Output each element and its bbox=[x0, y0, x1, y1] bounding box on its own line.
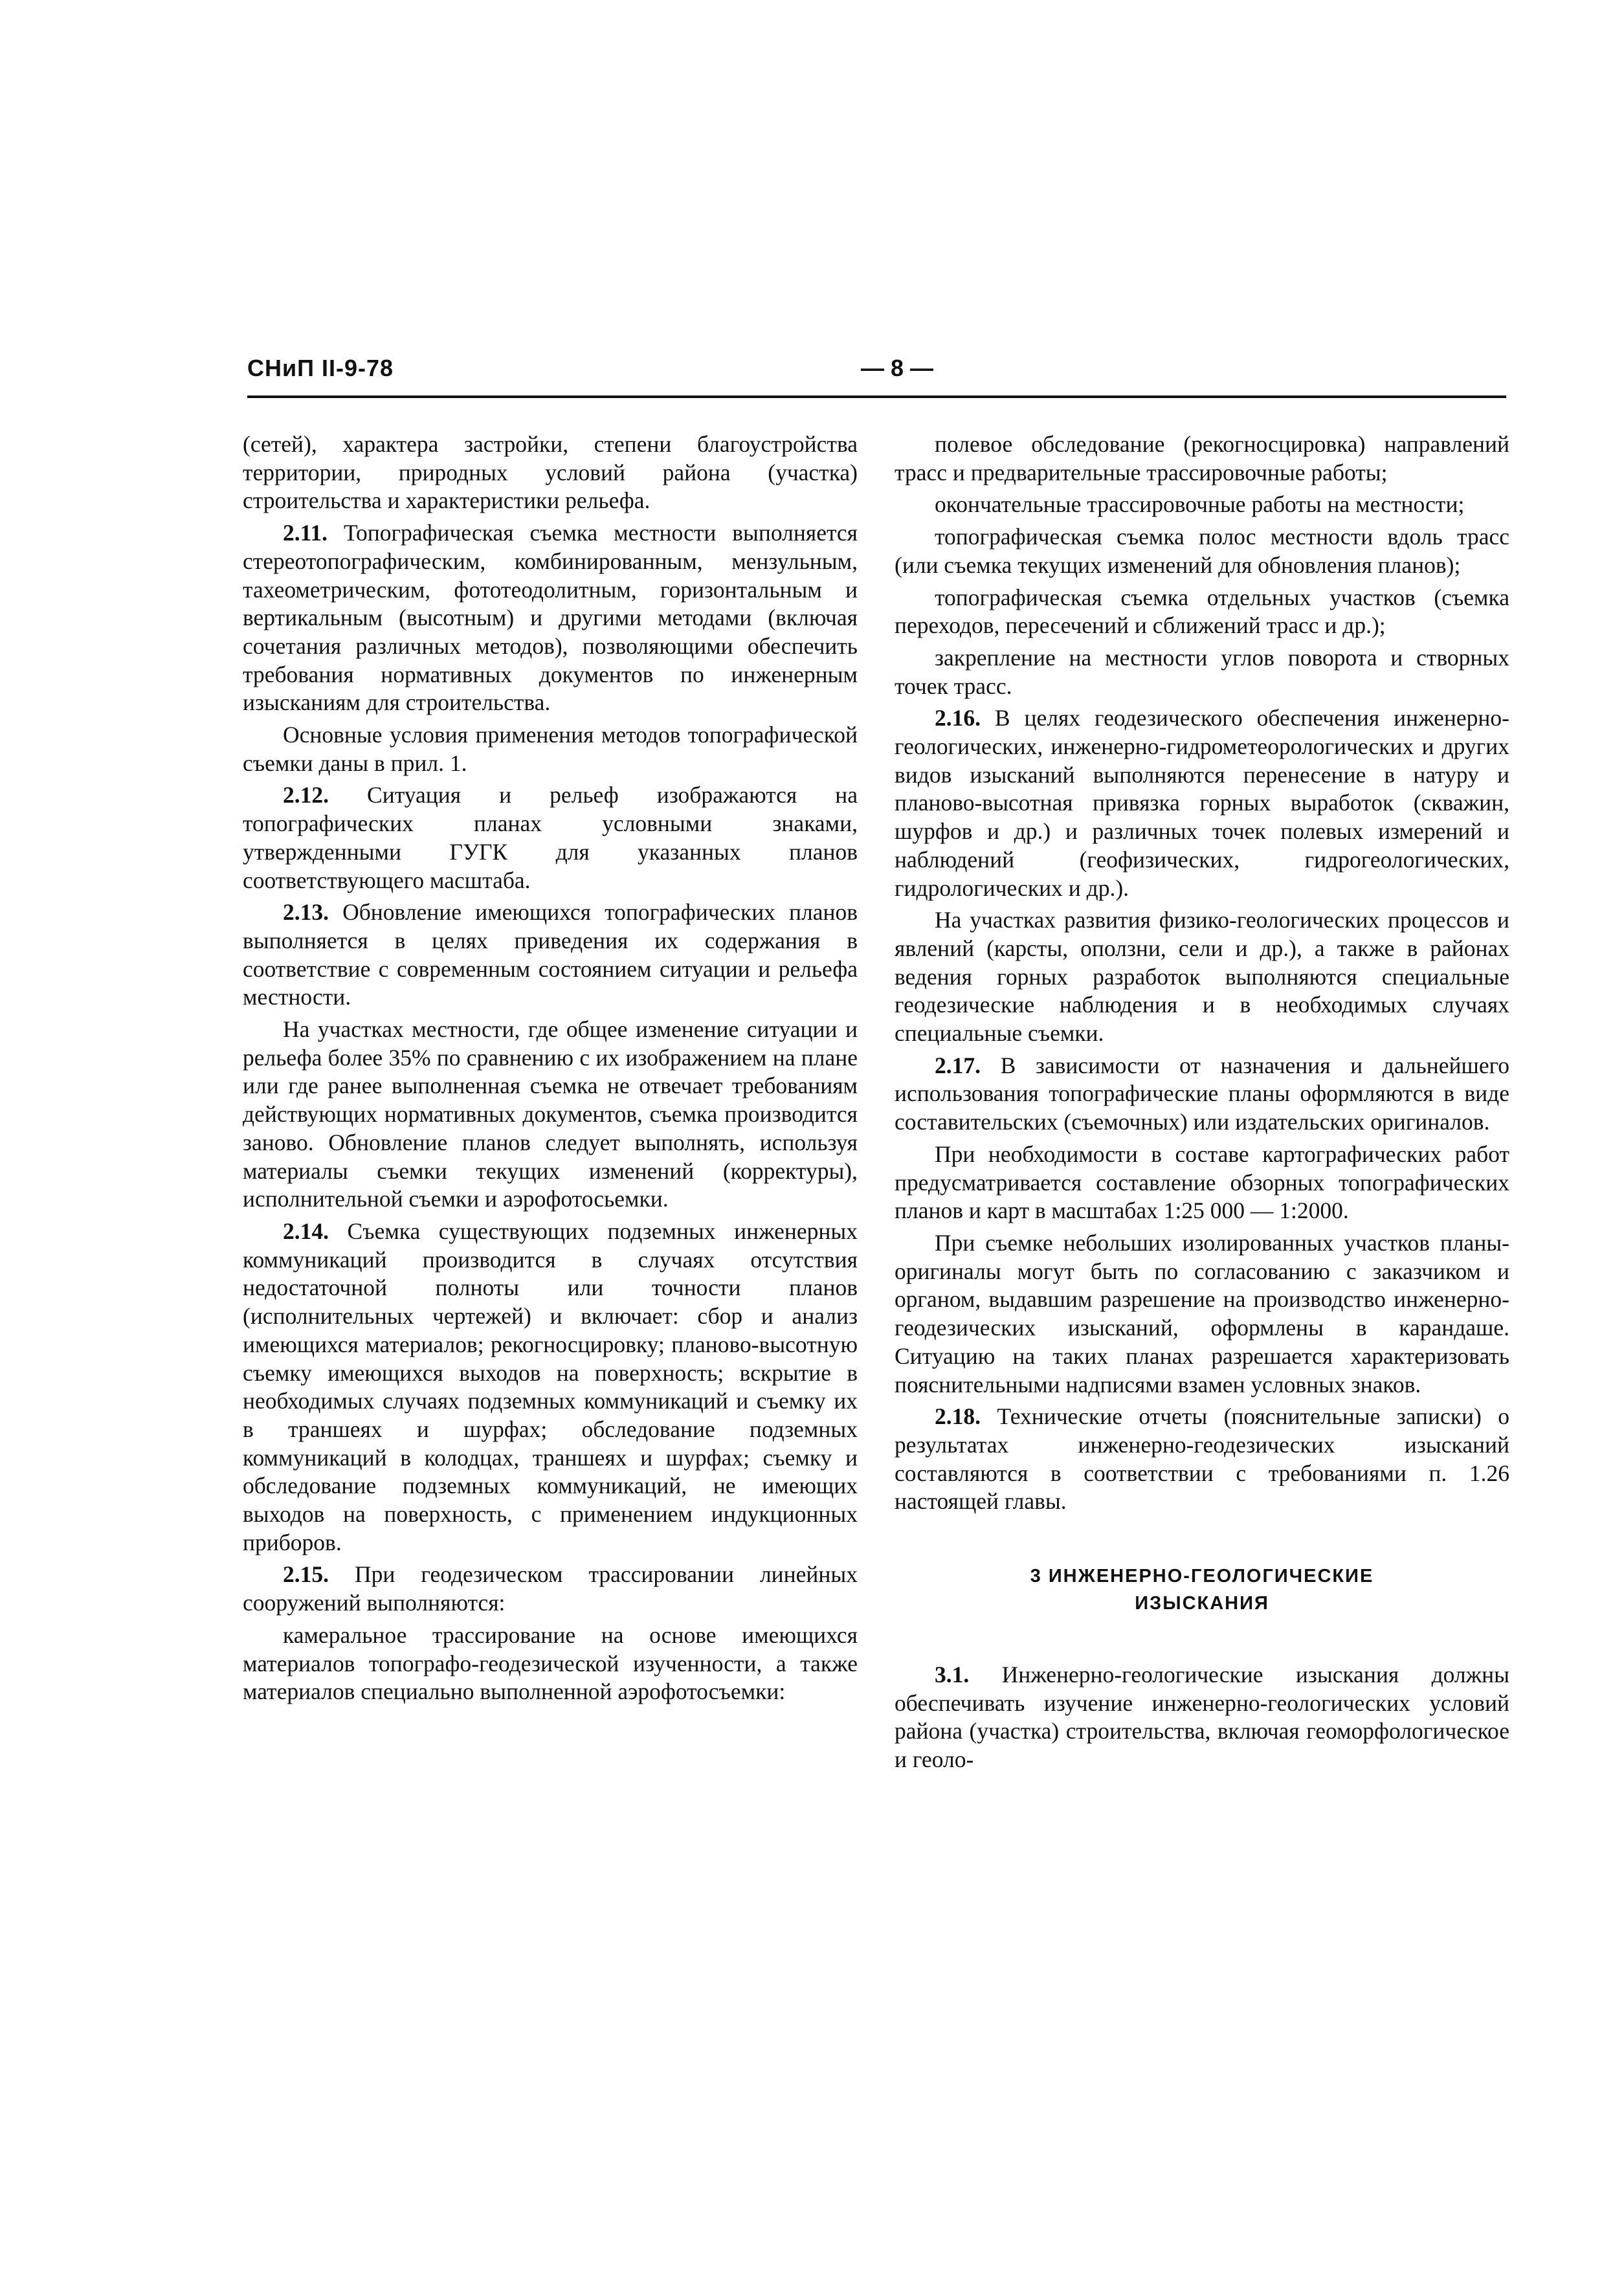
paragraph-text: топографическая съемка отдельных участков (съемка переходов, пересечений и сближений трасс и др.); bbox=[895, 584, 1509, 639]
paragraph bbox=[243, 1561, 858, 1617]
paragraph-text: полевое обследование (рекогносцировка) направлений трасс и предварительные трассировочные работы; bbox=[895, 431, 1509, 485]
right-column bbox=[895, 430, 1509, 1774]
paragraph bbox=[895, 523, 1509, 579]
paragraph bbox=[243, 519, 858, 717]
paragraph bbox=[243, 898, 858, 1012]
paragraph bbox=[243, 430, 858, 515]
paragraph-text: В целях геодезического обеспечения инженерно-геологических, инженерно-гидрометеорологических и других видов изысканий выполняются перенесение в натуру и планово-высотная привязка горных выработок (скважин, шурфов и др.) и различных точек полевых измерений и наблюдений (геофизических, гидрогеологических, гидрологических и др.). bbox=[895, 705, 1509, 901]
clause-number: 2.12. bbox=[283, 782, 329, 808]
paragraph-text: Съемка существующих подземных инженерных коммуникаций производится в случаях отсутствия недостаточной полноты или точности планов (исполнительных чертежей) и включает: сбор и анализ имеющихся материалов; рекогносцировку; планово-высотную съемку имеющихся выходов на поверхность; вскрытие в необходимых случаях подземных коммуникаций и съемку их в траншеях и шурфах; обследование подземных коммуникаций в колодцах, траншеях и шурфах; съемку и обследование подземных коммуникаций, не имеющих выходов на поверхность, с применением индукционных приборов. bbox=[243, 1218, 858, 1555]
paragraph bbox=[895, 491, 1509, 519]
clause-number: 2.17. bbox=[935, 1052, 981, 1078]
paragraph-text: На участках развития физико-геологических процессов и явлений (карсты, оползни, сели и др.), а также в районах ведения горных разработок выполняются специальные геодезические наблюдения и в необходимых случаях специальные съемки. bbox=[895, 907, 1509, 1047]
paragraph-text: Обновление имеющихся топографических планов выполняется в целях приведения их содержания в соответствие с современным состоянием ситуации и рельефа местности. bbox=[243, 899, 858, 1010]
paragraph bbox=[243, 1218, 858, 1557]
clause-number: 2.13. bbox=[283, 899, 329, 926]
paragraph-text: Ситуация и рельеф изображаются на топографических планах условными знаками, утвержденными ГУГК для указанных планов соответствующего масштаба. bbox=[243, 782, 858, 893]
paragraph-text: На участках местности, где общее изменение ситуации и рельефа более 35% по сравнению с их изображением на плане или где ранее выполненная съемка не отвечает требованиям действующих нормативных документов, съемка производится заново. Обновление планов следует выполнять, используя материалы съемки текущих изменений (корректуры), исполнительной съемки и аэрофотосьемки. bbox=[243, 1016, 858, 1212]
clause-number: 2.15. bbox=[283, 1561, 329, 1588]
clause-number: 3.1. bbox=[935, 1662, 970, 1688]
paragraph bbox=[895, 1052, 1509, 1137]
clause-number: 2.18. bbox=[935, 1403, 981, 1430]
paragraph bbox=[895, 1403, 1509, 1516]
section-title-line2: ИЗЫСКАНИЯ bbox=[1135, 1593, 1269, 1614]
paragraph bbox=[895, 644, 1509, 700]
left-column bbox=[243, 430, 858, 1706]
paragraph-text: При съемке небольших изолированных участков планы-оригиналы могут быть по согласованию с заказчиком и органом, выдавшим разрешение на производство инженерно-геодезических изысканий, оформлены в карандаше. Ситуацию на таких планах разрешается характеризовать пояснительными надписями взамен условных знаков. bbox=[895, 1229, 1509, 1398]
clause-number: 2.11. bbox=[283, 520, 328, 546]
paragraph bbox=[895, 430, 1509, 487]
clause-number: 2.16. bbox=[935, 705, 981, 731]
paragraph bbox=[895, 1229, 1509, 1399]
paragraph bbox=[895, 1141, 1509, 1225]
paragraph bbox=[895, 704, 1509, 902]
paragraph-text: камеральное трассирование на основе имеющихся материалов топографо-геодезической изученности, а также материалов специально выполненной аэрофотосъемки: bbox=[243, 1621, 858, 1705]
page-header bbox=[0, 355, 1624, 400]
paragraph-text: (сетей), характера застройки, степени благоустройства территории, природных условий района (участка) строительства и характеристики рельефа. bbox=[243, 431, 858, 514]
paragraph-text: Топографическая съемка местности выполняется стереотопографическим, комбинированным, мензульным, тахеометрическим, фототеодолитным, горизонтальным и вертикальным (высотным) и другими методами (включая сочетания различных методов), позволяющими обеспечить требования нормативных документов по инженерным изысканиям для строительства. bbox=[243, 520, 858, 716]
paragraph-text: При необходимости в составе картографических работ предусматривается составление обзорных топографических планов и карт в масштабах 1:25 000 — 1:2000. bbox=[895, 1141, 1509, 1224]
page-number: — 8 — bbox=[861, 355, 934, 381]
right-column-paragraphs bbox=[895, 430, 1509, 1516]
clause-number: 2.14. bbox=[283, 1218, 329, 1244]
paragraph bbox=[895, 1661, 1509, 1774]
paragraph-text: При геодезическом трассировании линейных сооружений выполняются: bbox=[243, 1561, 858, 1616]
paragraph-text: окончательные трассировочные работы на местности; bbox=[935, 491, 1465, 518]
section-title-line1: 3 ИНЖЕНЕРНО-ГЕОЛОГИЧЕСКИЕ bbox=[1030, 1566, 1374, 1587]
paragraph-text: Основные условия применения методов топографической съемки даны в прил. 1. bbox=[243, 722, 858, 776]
paragraph bbox=[243, 781, 858, 895]
paragraph-text: В зависимости от назначения и дальнейшего использования топографические планы оформляются в виде составительских (съемочных) или издательских оригиналов. bbox=[895, 1052, 1509, 1135]
paragraph-text: Технические отчеты (пояснительные записки) о результатах инженерно-геодезических изысканий составляются в соответствии с требованиями п. 1.26 настоящей главы. bbox=[895, 1403, 1510, 1515]
paragraph bbox=[895, 906, 1509, 1048]
paragraph-text: Инженерно-геологические изыскания должны обеспечивать изучение инженерно-геологических условий района (участка) строительства, включая геоморфологическое и геоло- bbox=[895, 1662, 1510, 1773]
section-title bbox=[895, 1563, 1509, 1617]
document-code: СНиП II-9-78 bbox=[247, 355, 394, 381]
paragraph-text: закрепление на местности углов поворота и створных точек трасс. bbox=[895, 644, 1509, 699]
paragraph-text: топографическая съемка полос местности вдоль трасс (или съемка текущих изменений для обновления планов); bbox=[895, 524, 1509, 578]
paragraph bbox=[243, 721, 858, 777]
paragraph bbox=[895, 584, 1509, 640]
paragraph bbox=[243, 1621, 858, 1706]
header-rule bbox=[247, 395, 1506, 398]
section-paragraphs bbox=[895, 1661, 1509, 1774]
paragraph bbox=[243, 1016, 858, 1214]
